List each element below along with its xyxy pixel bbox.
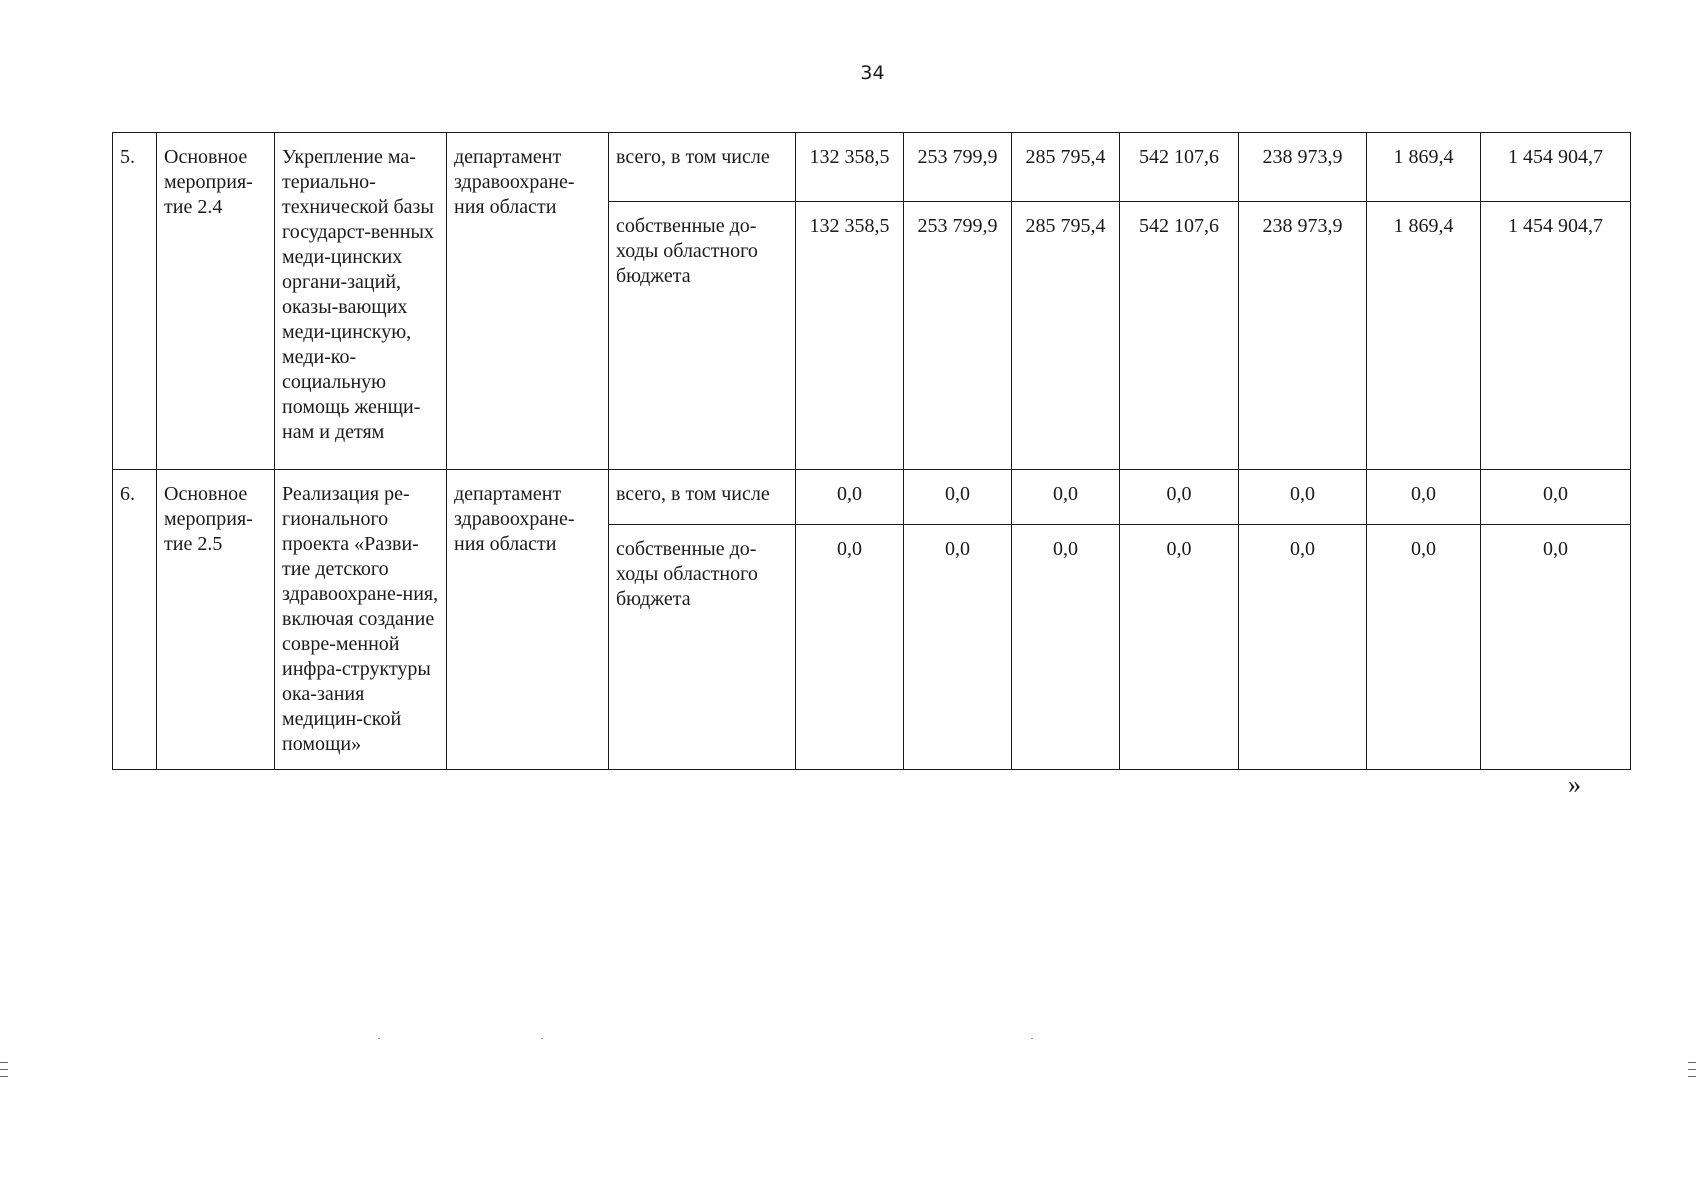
amount-cell: 132 358,5 — [796, 202, 904, 470]
scan-speck — [378, 1038, 380, 1039]
amount-cell: 0,0 — [1120, 525, 1239, 770]
table-row — [113, 133, 1631, 202]
funding-source-cell: всего, в том числе — [609, 133, 796, 202]
amount-cell: 1 869,4 — [1367, 133, 1481, 202]
funding-source-cell: собственные до-ходы областного бюджета — [609, 525, 796, 770]
funding-source-cell: собственные до-ходы областного бюджета — [609, 202, 796, 470]
amount-cell: 0,0 — [1239, 525, 1367, 770]
amount-cell: 0,0 — [796, 525, 904, 770]
amount-cell: 0,0 — [904, 525, 1012, 770]
funding-source-cell: всего, в том числе — [609, 470, 796, 525]
amount-cell: 285 795,4 — [1012, 202, 1120, 470]
amount-cell: 238 973,9 — [1239, 202, 1367, 470]
amount-cell: 0,0 — [1012, 470, 1120, 525]
amount-cell: 0,0 — [1012, 525, 1120, 770]
amount-cell: 0,0 — [1239, 470, 1367, 525]
executor-cell: департамент здравоохране-ния области — [447, 133, 609, 470]
amount-cell: 253 799,9 — [904, 133, 1012, 202]
amount-cell: 542 107,6 — [1120, 133, 1239, 202]
amount-cell: 0,0 — [1367, 470, 1481, 525]
activity-type-cell: Основное мероприя-тие 2.5 — [157, 470, 275, 770]
activity-name-cell: Реализация ре-гионального проекта «Разви-тие детского здравоохране-ния, включая создание совре-менной инфра-структуры ока-зания медицин-ской помощи» — [275, 470, 447, 770]
budget-table — [112, 132, 1631, 770]
amount-cell: 542 107,6 — [1120, 202, 1239, 470]
total-amount-cell: 0,0 — [1481, 525, 1631, 770]
scan-edge-mark — [1688, 1062, 1697, 1086]
amount-cell: 1 869,4 — [1367, 202, 1481, 470]
closing-quote-mark: » — [1568, 770, 1581, 799]
scan-speck — [1031, 1038, 1033, 1039]
table-row — [113, 470, 1631, 525]
scan-edge-mark — [0, 1062, 10, 1086]
executor-cell: департамент здравоохране-ния области — [447, 470, 609, 770]
page-number: 34 — [860, 62, 885, 84]
amount-cell: 238 973,9 — [1239, 133, 1367, 202]
total-amount-cell: 1 454 904,7 — [1481, 202, 1631, 470]
amount-cell: 0,0 — [796, 470, 904, 525]
amount-cell: 0,0 — [904, 470, 1012, 525]
activity-name-cell: Укрепление ма-териально-технической базы государст-венных меди-цинских органи-заций, оказы-вающих меди-цинскую, меди-ко-социальную помощь женщи-нам и детям — [275, 133, 447, 470]
scan-speck — [541, 1038, 543, 1039]
row-number-cell: 6. — [113, 470, 157, 770]
amount-cell: 0,0 — [1367, 525, 1481, 770]
amount-cell: 0,0 — [1120, 470, 1239, 525]
amount-cell: 285 795,4 — [1012, 133, 1120, 202]
activity-type-cell: Основное мероприя-тие 2.4 — [157, 133, 275, 470]
row-number-cell: 5. — [113, 133, 157, 470]
amount-cell: 253 799,9 — [904, 202, 1012, 470]
total-amount-cell: 1 454 904,7 — [1481, 133, 1631, 202]
amount-cell: 132 358,5 — [796, 133, 904, 202]
total-amount-cell: 0,0 — [1481, 470, 1631, 525]
